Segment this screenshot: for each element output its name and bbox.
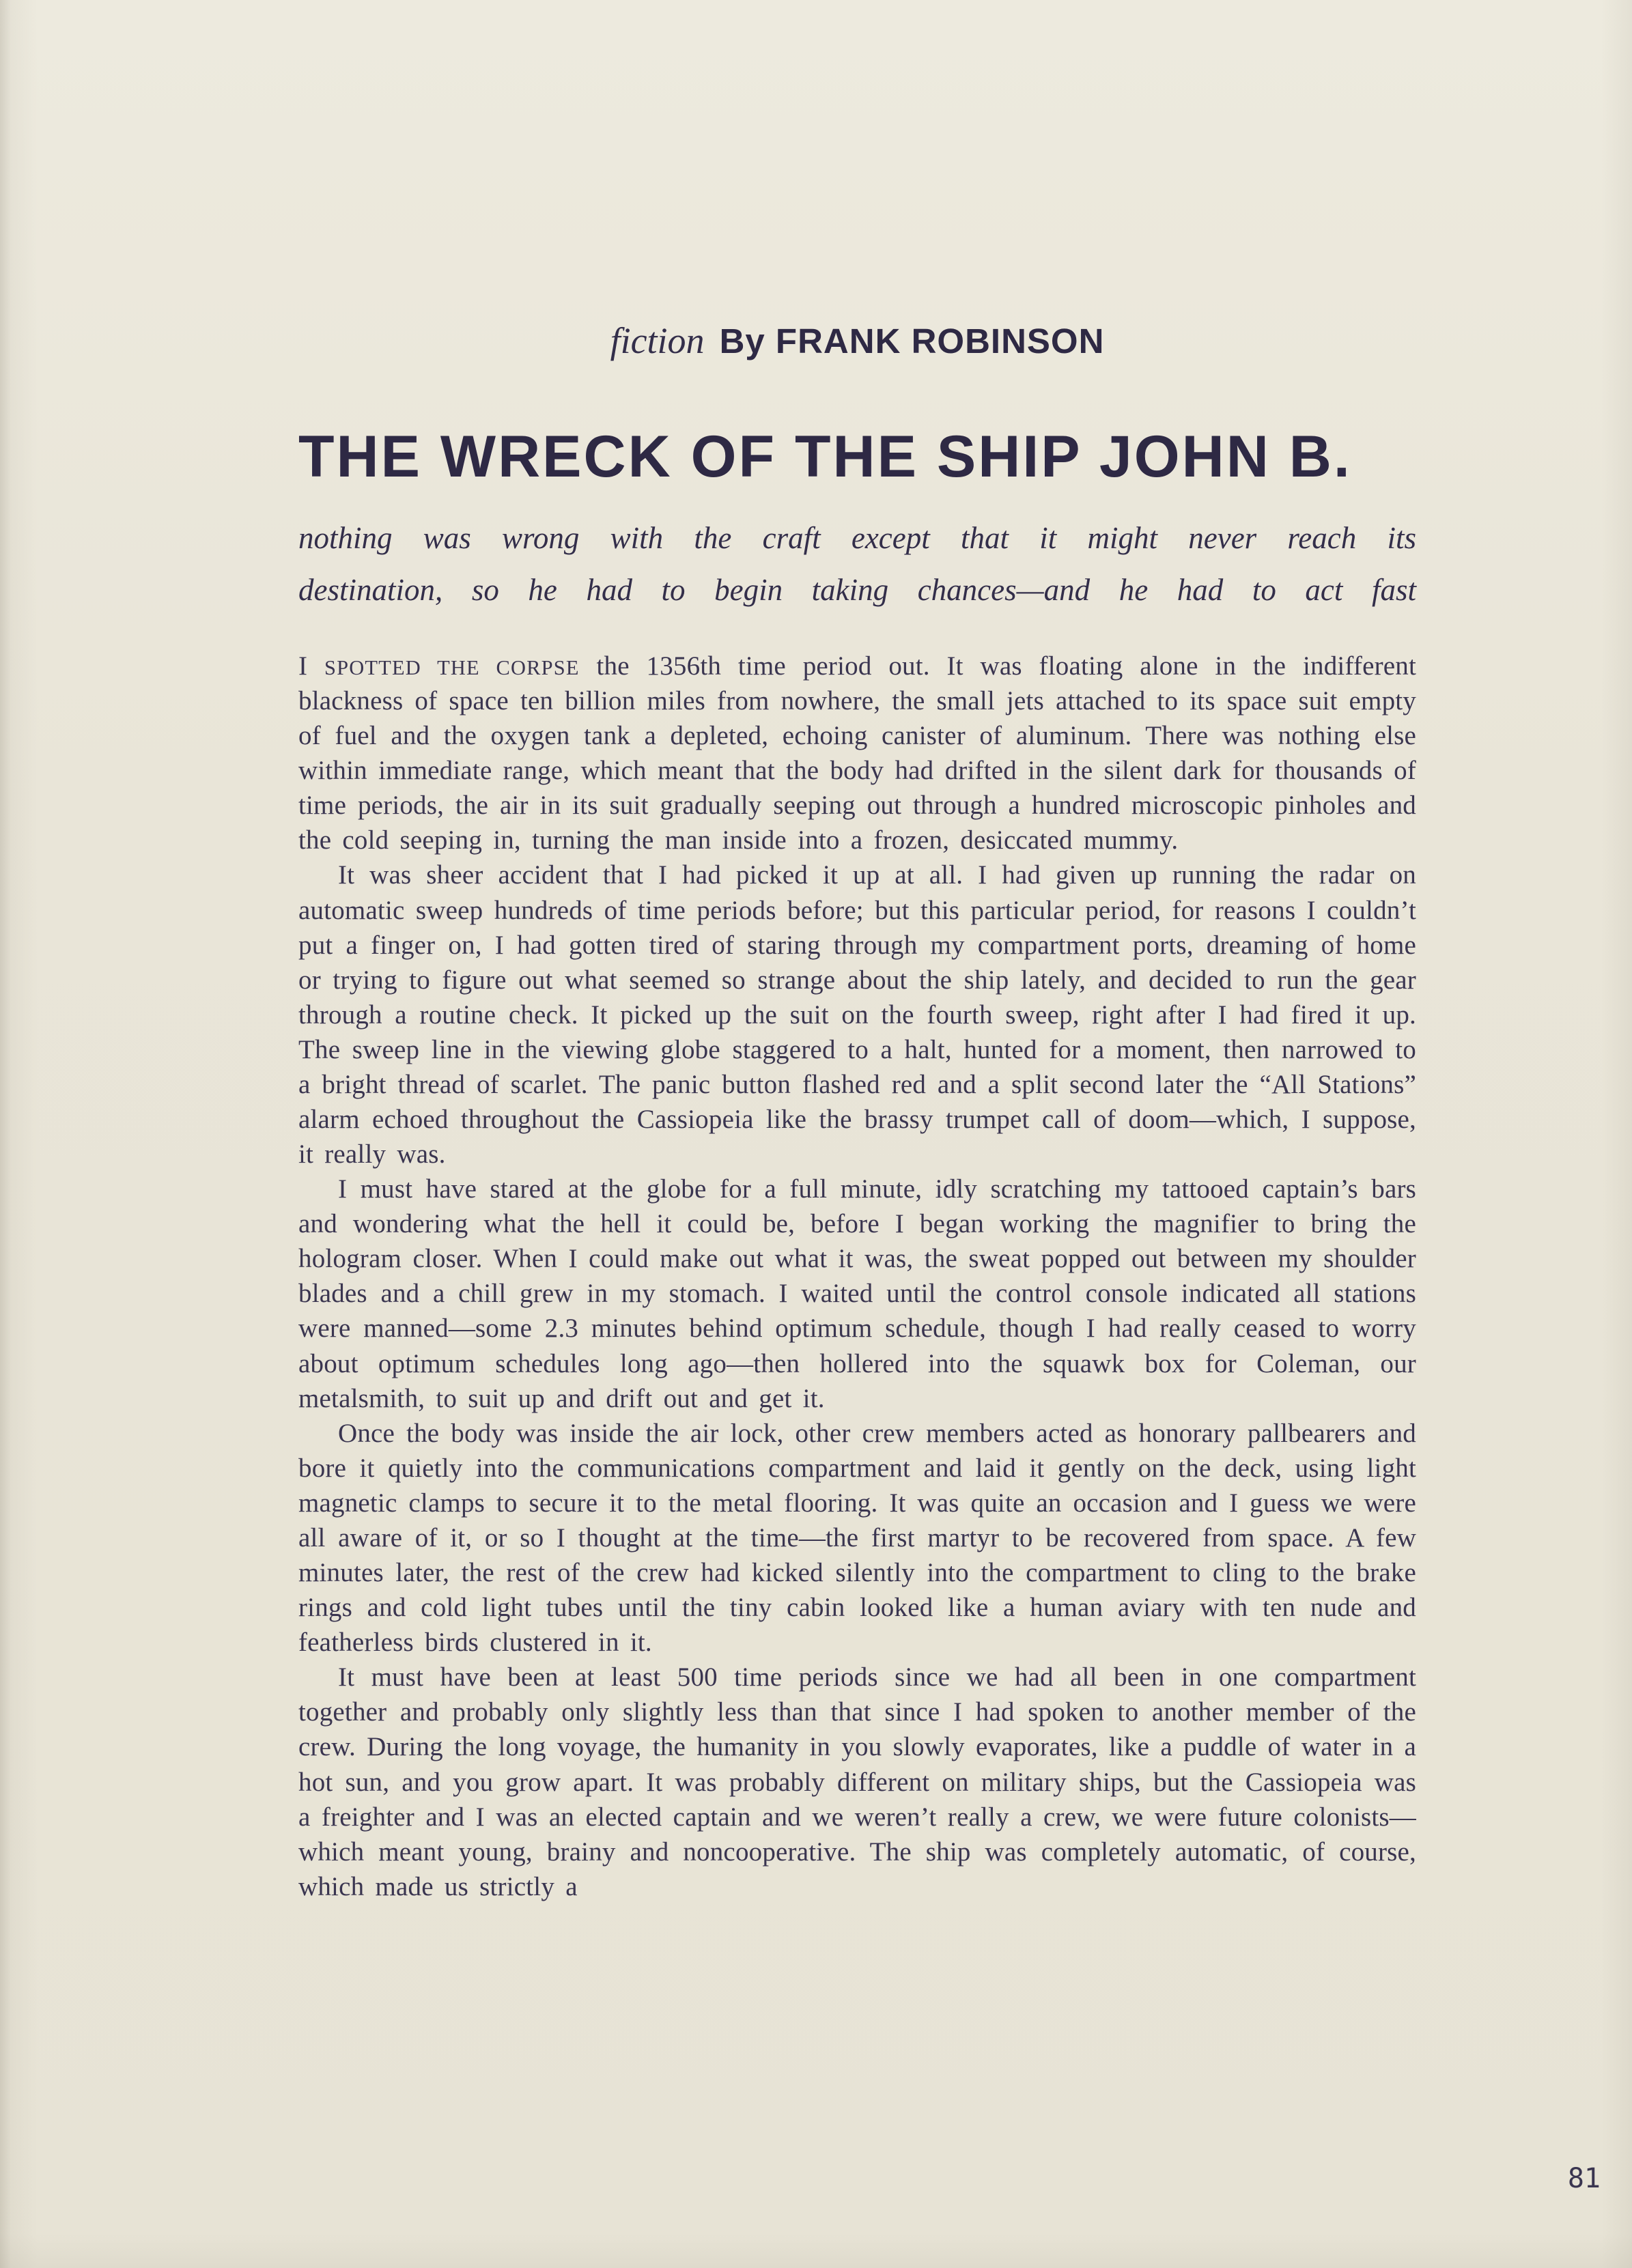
article-title: THE WRECK OF THE SHIP JOHN B. <box>298 424 1352 490</box>
header-row <box>298 320 1416 362</box>
paragraph <box>298 649 1416 857</box>
paragraph: It must have been at least 500 time periods since we had all been in one compartment together and probably only slightly less than that since I had spoken to another member of the crew. During the long voyage, the humanity in you slowly evaporates, like a puddle of water in a hot sun, and you grow apart. It was probably different on military ships, but the Cassiopeia was a freighter and I was an elected captain and we weren’t really a crew, we were future colonists—which meant young, brainy and noncooperative. The ship was completely automatic, of course, which made us strictly a <box>298 1662 1416 1901</box>
subtitle-line-1: nothing was wrong with the craft except that it might never reach its <box>298 521 1416 555</box>
lead-small-caps: I SPOTTED THE CORPSE <box>298 651 580 681</box>
paragraph-text: the 1356th time period out. It was floating alone in the indifferent blackness of space ten billion miles from nowhere, the small jets attached to its space suit empty of fuel and the oxygen tank a depleted, echoing canister of aluminum. There was nothing else within immediate range, which meant that the body had drifted in the silent dark for thousands of time periods, the air in its suit gradually seeping out through a hundred microscopic pinholes and the cold seeping in, turning the man inside into a frozen, desiccated mummy. <box>298 651 1416 855</box>
paragraph: Once the body was inside the air lock, other crew members acted as honorary pallbearers and bore it quietly into the communications compartment and laid it gently on the deck, using light magnetic clamps to secure it to the metal flooring. It was quite an occasion and I guess we were all aware of it, or so I thought at the time—the first martyr to be recovered from space. A few minutes later, the rest of the crew had kicked silently into the compartment to cling to the brake rings and cold light tubes until the tiny cabin looked like a human aviary with ten nude and featherless birds clustered in it. <box>298 1418 1416 1658</box>
article-body <box>298 649 1416 1904</box>
paragraph: I must have stared at the globe for a full minute, idly scratching my tattooed captain’s bars and wondering what the hell it could be, before I began working the magnifier to bring the hologram closer. When I could make out what it was, the sweat popped out between my shoulder blades and a chill grew in my stomach. I waited until the control console indicated all stations were manned—some 2.3 minutes behind optimum schedule, though I had really ceased to worry about optimum schedules long ago—then hollered into the squawk box for Coleman, our metalsmith, to suit up and drift out and get it. <box>298 1174 1416 1413</box>
subtitle-block <box>298 512 1416 616</box>
byline-text: By FRANK ROBINSON <box>719 322 1105 360</box>
paragraph: It was sheer accident that I had picked it up at all. I had given up running the radar on automatic sweep hundreds of time periods before; but this particular period, for reasons I couldn’t put a finger on, I had gotten tired of staring through my compartment ports, dreaming of home or trying to figure out what seemed so strange about the ship lately, and decided to run the gear through a routine check. It picked up the suit on the fourth sweep, right after I had fired it up. The sweep line in the viewing globe staggered to a halt, hunted for a moment, then narrowed to a bright thread of scarlet. The panic button flashed red and a split second later the “All Stations” alarm echoed throughout the Cassiopeia like the brassy trumpet call of doom—which, I suppose, it really was. <box>298 860 1416 1170</box>
subtitle-line-2: destination, so he had to begin taking chances—and he had to act fast <box>298 573 1416 607</box>
kicker-label: fiction <box>610 320 705 361</box>
page-number: 81 <box>1567 2163 1601 2194</box>
